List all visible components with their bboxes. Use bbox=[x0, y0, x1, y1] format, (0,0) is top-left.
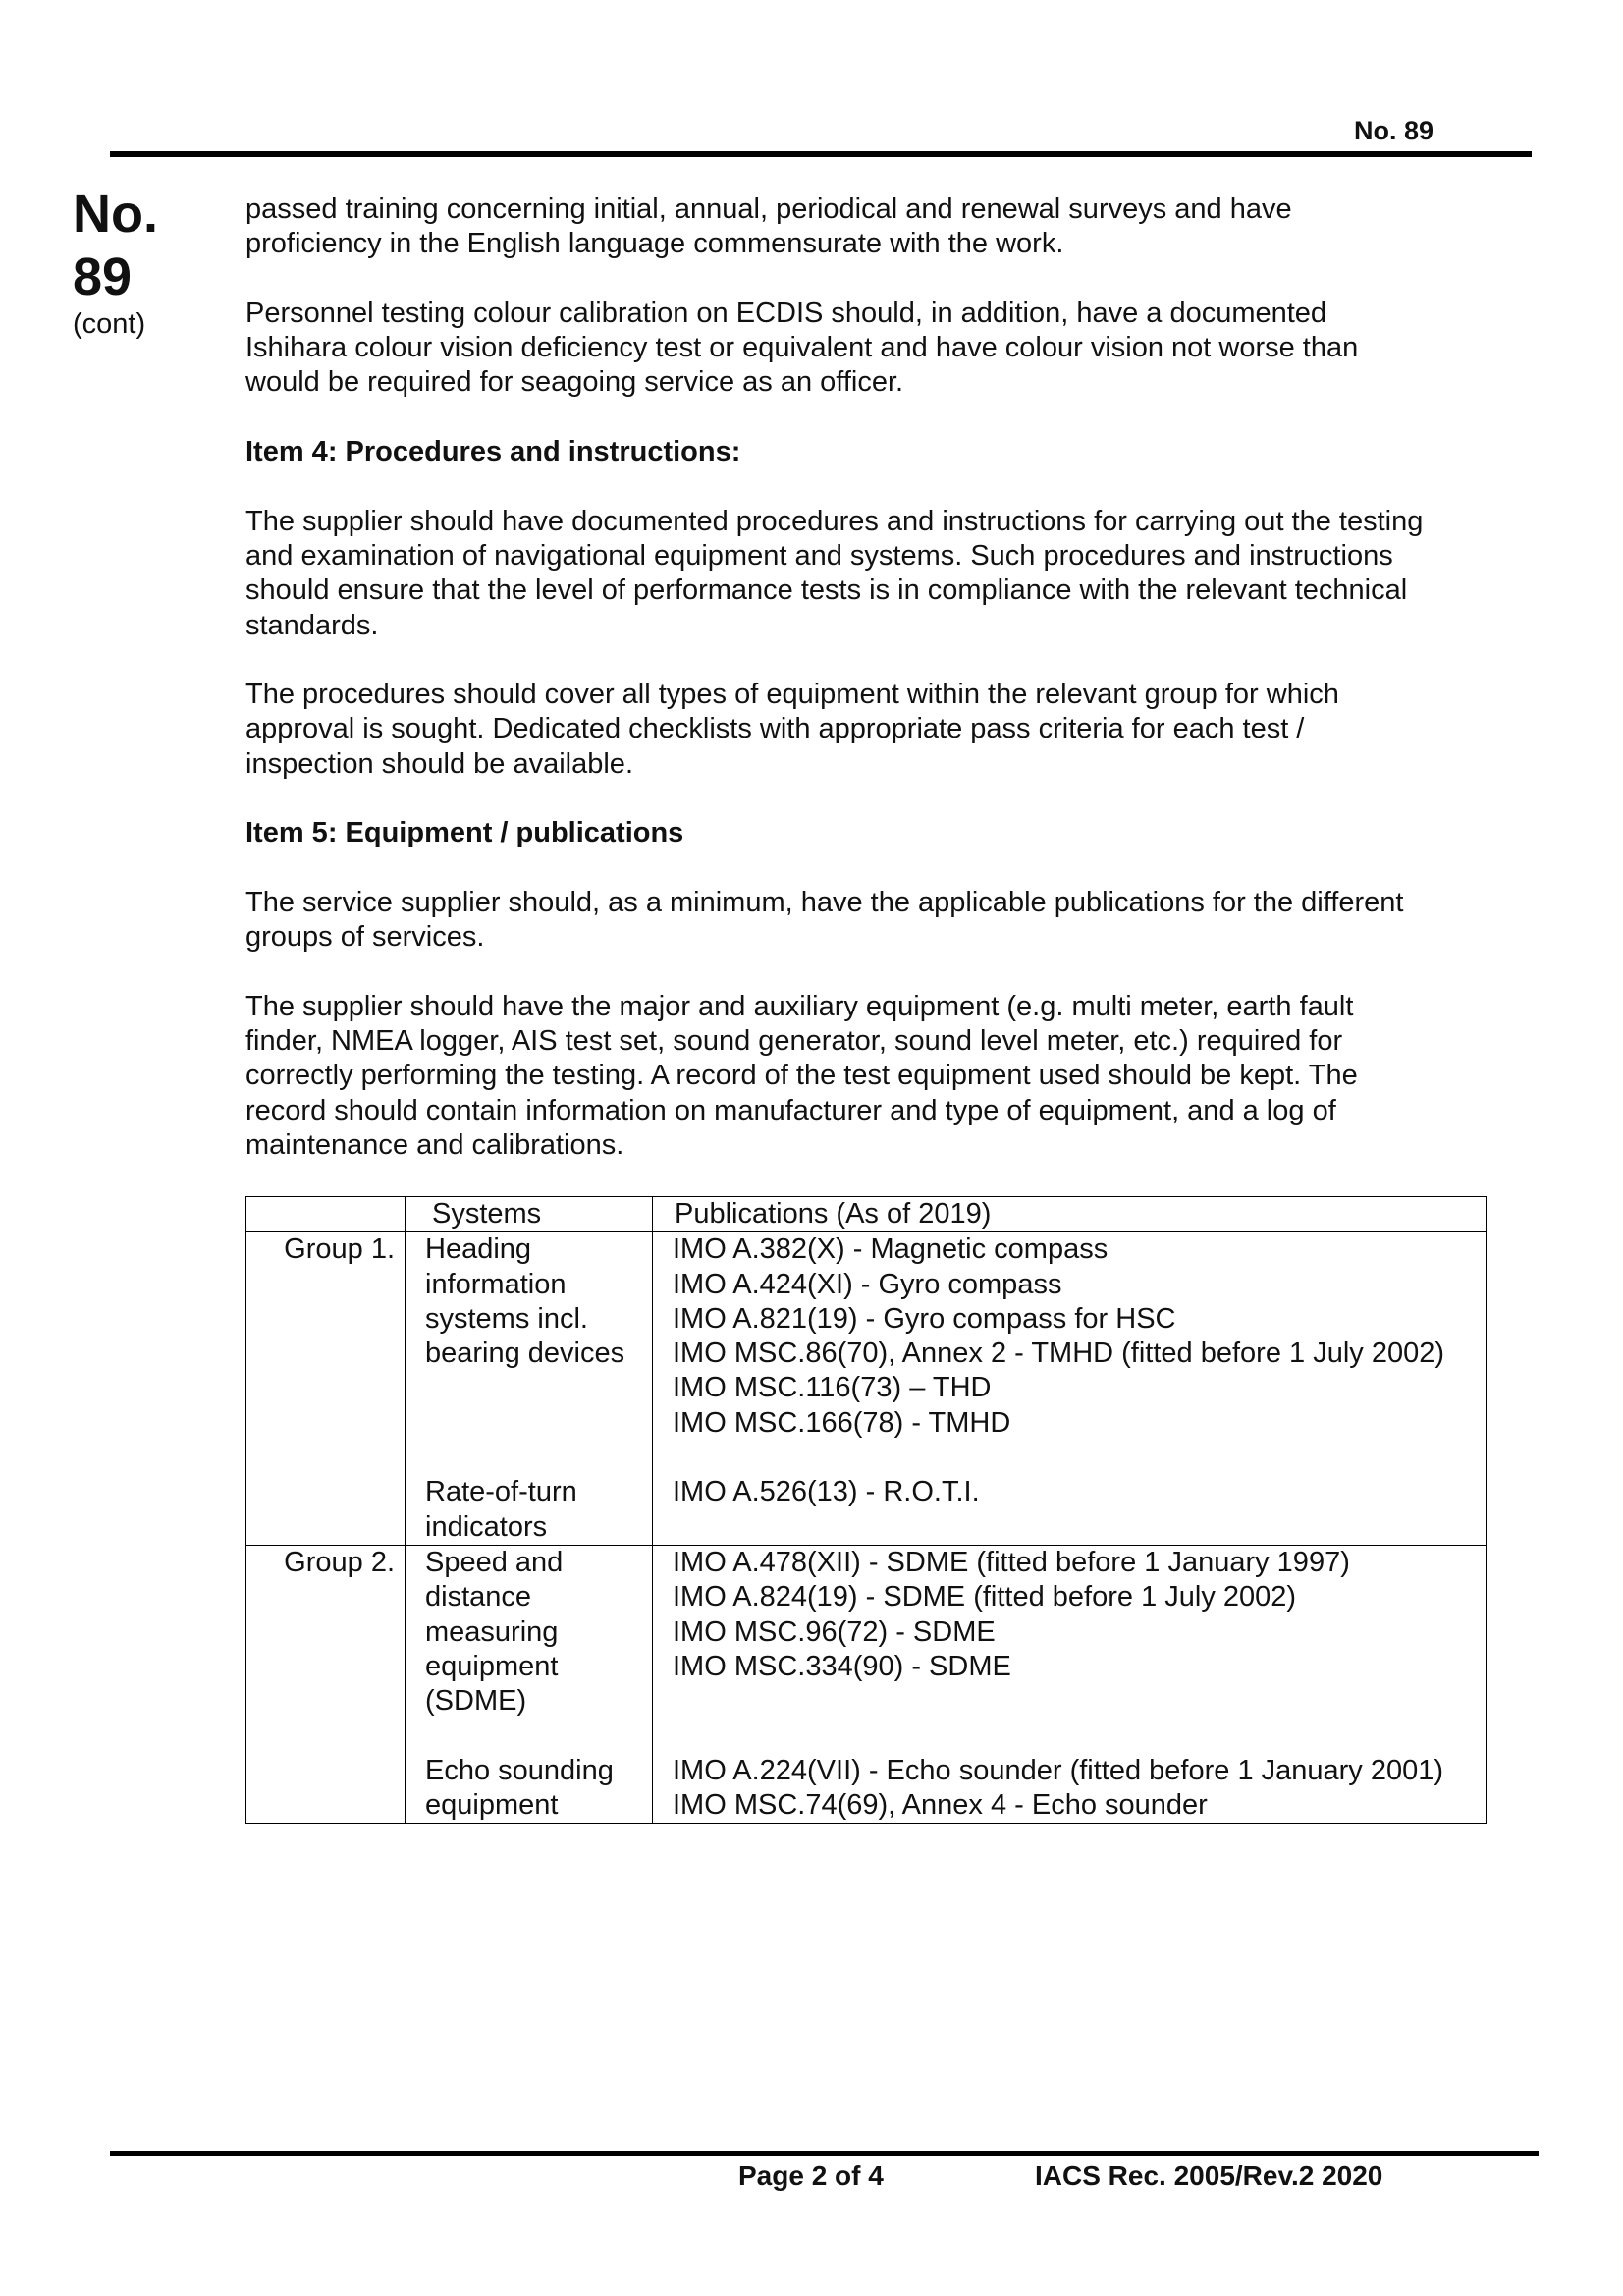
header-doc-number: No. 89 bbox=[1353, 116, 1434, 145]
text-line: indicators bbox=[425, 1510, 548, 1543]
text-line: standards. bbox=[245, 609, 379, 641]
text-line: proficiency in the English language commensurate with the work. bbox=[245, 228, 1064, 260]
paragraph-colour-calibration bbox=[245, 297, 1512, 401]
text-line: The service supplier should, as a minimum, have the applicable publications for the different bbox=[245, 886, 1404, 918]
text-line: Personnel testing colour calibration on ECDIS should, in addition, have a documented bbox=[245, 297, 1327, 329]
sidebar-no-label: No. bbox=[73, 185, 158, 244]
systems-cell bbox=[406, 1545, 653, 1823]
spacer bbox=[425, 1441, 652, 1475]
text-line: passed training concerning initial, annual, periodical and renewal surveys and have bbox=[245, 193, 1292, 225]
text-line: (SDME) bbox=[425, 1685, 527, 1718]
spacer bbox=[673, 1510, 1486, 1545]
text-line: approval is sought. Dedicated checklists with appropriate pass criteria for each test / bbox=[245, 713, 1305, 745]
paragraph-publications bbox=[245, 886, 1512, 956]
publications-table bbox=[245, 1196, 1487, 1824]
text-line: and examination of navigational equipment and systems. Such procedures and instructions bbox=[245, 539, 1393, 572]
heading-item-5: Item 5: Equipment / publications bbox=[245, 817, 684, 849]
text-line: groups of services. bbox=[245, 921, 485, 954]
sidebar-cont: (cont) bbox=[73, 308, 146, 340]
table-header-cell bbox=[246, 1197, 406, 1232]
text-line: The procedures should cover all types of equipment within the relevant group for which bbox=[245, 679, 1339, 711]
footer-rule bbox=[110, 2151, 1539, 2156]
text-line: IMO MSC.86(70), Annex 2 - TMHD (fitted before 1 July 2002) bbox=[673, 1338, 1445, 1370]
paragraph-equipment bbox=[245, 990, 1512, 1163]
heading-item-4: Item 4: Procedures and instructions: bbox=[245, 436, 741, 468]
table-header-cell: Publications (As of 2019) bbox=[653, 1197, 1487, 1232]
text-line: The supplier should have documented procedures and instructions for carrying out the testing bbox=[245, 505, 1424, 537]
publications-cell bbox=[653, 1545, 1487, 1823]
text-line: IMO MSC.96(72) - SDME bbox=[673, 1615, 996, 1648]
text-line: Heading bbox=[425, 1233, 532, 1266]
text-line: equipment bbox=[425, 1789, 559, 1822]
main-content bbox=[245, 192, 1512, 1198]
text-line: Speed and bbox=[425, 1546, 564, 1578]
sidebar-number-value: 89 bbox=[73, 247, 133, 306]
spacer bbox=[425, 1371, 652, 1405]
header-rule bbox=[110, 151, 1532, 157]
table-row bbox=[246, 1545, 1487, 1823]
text-line: IMO A.824(19) - SDME (fitted before 1 July 2002) bbox=[673, 1581, 1297, 1613]
text-line: IMO MSC.74(69), Annex 4 - Echo sounder bbox=[673, 1789, 1208, 1822]
text-line: Rate-of-turn bbox=[425, 1476, 577, 1508]
text-line: IMO A.424(XI) - Gyro compass bbox=[673, 1268, 1062, 1300]
text-line: Ishihara colour vision deficiency test or equivalent and have colour vision not worse than bbox=[245, 332, 1359, 364]
text-line: IMO A.224(VII) - Echo sounder (fitted before 1 January 2001) bbox=[673, 1754, 1444, 1786]
text-line: The supplier should have the major and auxiliary equipment (e.g. multi meter, earth fault bbox=[245, 990, 1354, 1022]
text-line: maintenance and calibrations. bbox=[245, 1129, 624, 1162]
text-line: IMO A.526(13) - R.O.T.I. bbox=[673, 1476, 980, 1508]
systems-cell bbox=[406, 1232, 653, 1546]
spacer bbox=[425, 1406, 652, 1441]
text-line: IMO MSC.166(78) - TMHD bbox=[673, 1406, 1011, 1439]
text-line: Echo sounding bbox=[425, 1754, 614, 1786]
paragraph-procedures bbox=[245, 505, 1512, 643]
text-line: equipment bbox=[425, 1650, 559, 1682]
sidebar-number bbox=[73, 183, 158, 308]
text-line: IMO MSC.334(90) - SDME bbox=[673, 1650, 1011, 1682]
spacer bbox=[673, 1441, 1486, 1475]
text-line: bearing devices bbox=[425, 1338, 625, 1370]
text-line: would be required for seagoing service as an officer. bbox=[245, 366, 904, 399]
text-line: record should contain information on manufacturer and type of equipment, and a log of bbox=[245, 1094, 1336, 1126]
text-line: distance bbox=[425, 1581, 532, 1613]
text-line: measuring bbox=[425, 1615, 559, 1648]
text-line: IMO A.382(X) - Magnetic compass bbox=[673, 1233, 1109, 1266]
footer-page-number: Page 2 of 4 bbox=[738, 2160, 884, 2191]
text-line: IMO A.821(19) - Gyro compass for HSC bbox=[673, 1302, 1176, 1335]
group-cell: Group 2. bbox=[246, 1545, 406, 1823]
spacer bbox=[673, 1684, 1486, 1719]
group-cell: Group 1. bbox=[246, 1232, 406, 1546]
text-line: IMO A.478(XII) - SDME (fitted before 1 January 1997) bbox=[673, 1546, 1350, 1578]
text-line: finder, NMEA logger, AIS test set, sound generator, sound level meter, etc.) required for bbox=[245, 1025, 1343, 1058]
spacer bbox=[673, 1719, 1486, 1753]
text-line: correctly performing the testing. A record of the test equipment used should be kept. The bbox=[245, 1060, 1358, 1092]
table-header-row bbox=[246, 1197, 1487, 1232]
table-header-cell: Systems bbox=[406, 1197, 653, 1232]
spacer bbox=[425, 1719, 652, 1753]
paragraph-procedures-coverage bbox=[245, 678, 1512, 782]
text-line: systems incl. bbox=[425, 1302, 588, 1335]
table-row bbox=[246, 1232, 1487, 1546]
text-line: IMO MSC.116(73) – THD bbox=[673, 1372, 992, 1404]
paragraph-training bbox=[245, 192, 1512, 262]
publications-cell bbox=[653, 1232, 1487, 1546]
text-line: should ensure that the level of performance tests is in compliance with the relevant technical bbox=[245, 574, 1408, 607]
footer-reference: IACS Rec. 2005/Rev.2 2020 bbox=[1035, 2160, 1383, 2191]
text-line: information bbox=[425, 1268, 567, 1300]
text-line: inspection should be available. bbox=[245, 747, 633, 780]
